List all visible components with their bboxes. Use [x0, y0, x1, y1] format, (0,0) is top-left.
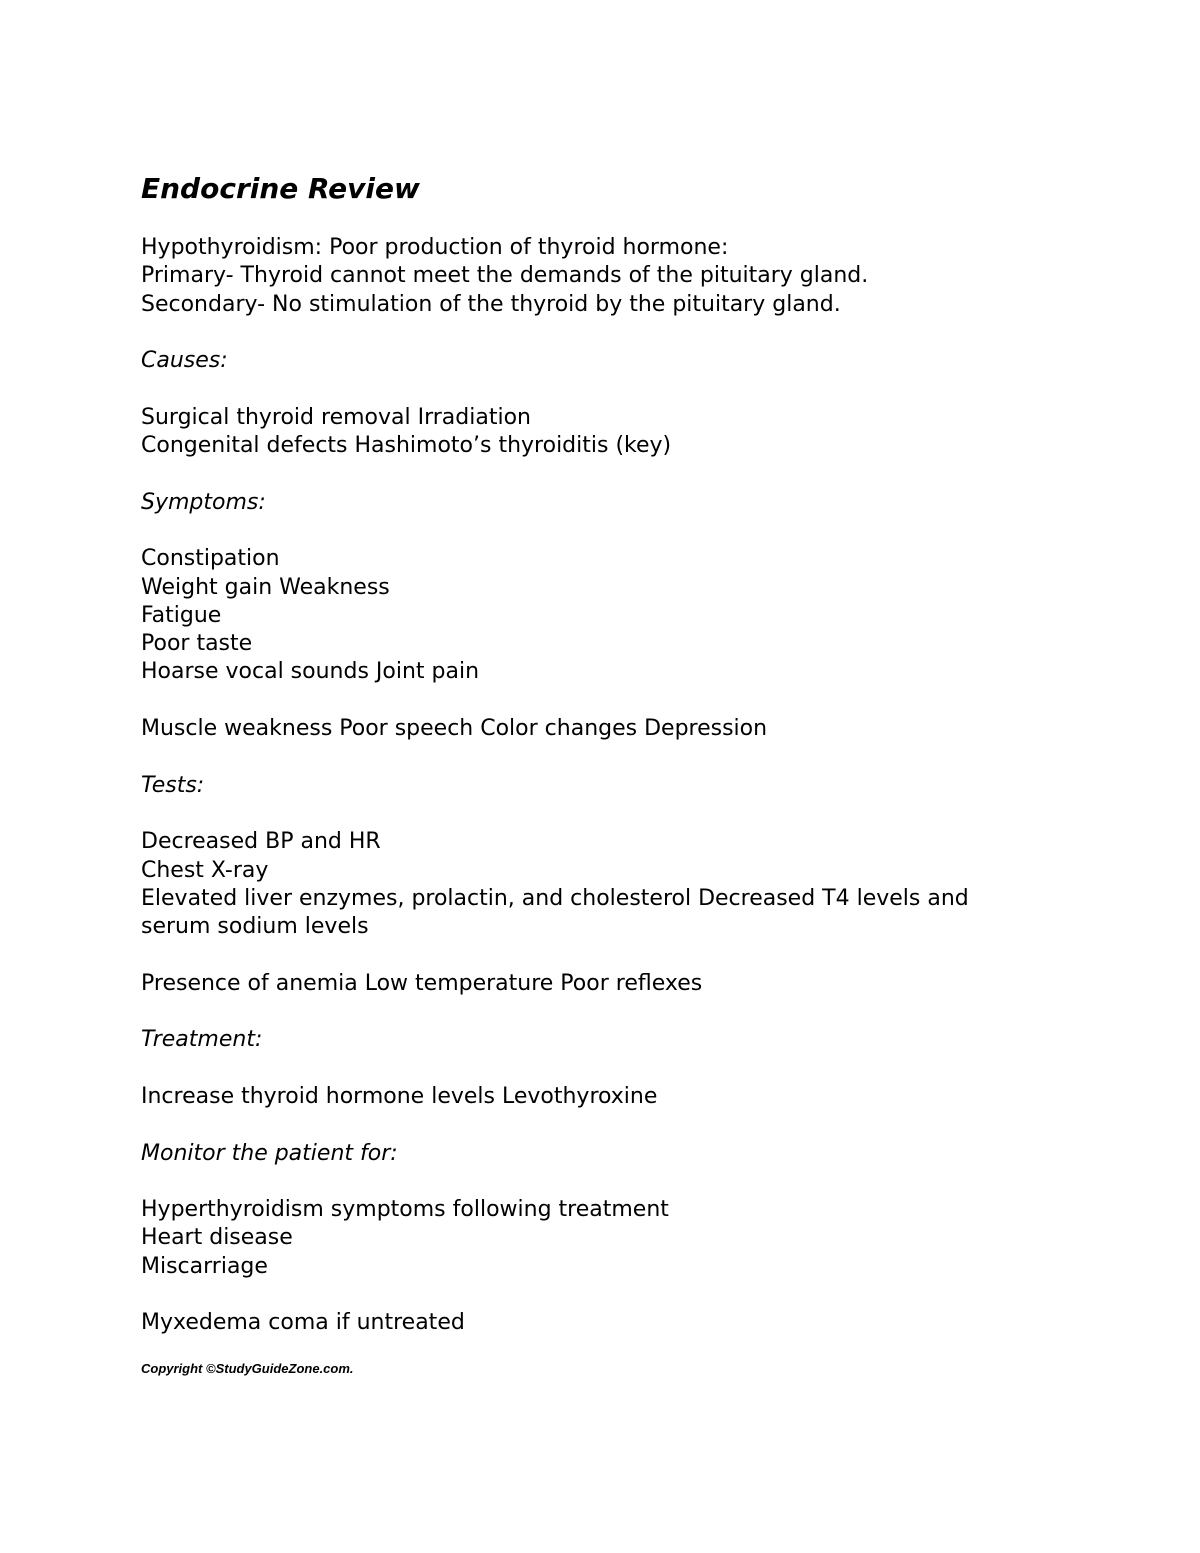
monitor-item-extra: Myxedema coma if untreated: [141, 1310, 465, 1336]
causes-section: [141, 347, 1141, 460]
monitor-item: Hyperthyroidism symptoms following treatment: [141, 1197, 669, 1223]
intro-section: [141, 234, 1141, 319]
monitor-section: [141, 1140, 1141, 1338]
cause-item: Surgical thyroid removal Irradiation: [141, 404, 531, 430]
intro-line: Secondary- No stimulation of the thyroid by the pituitary gland.: [141, 291, 841, 317]
test-item-extra: Presence of anemia Low temperature Poor reflexes: [141, 970, 703, 996]
intro-line: Primary- Thyroid cannot meet the demands of the pituitary gland.: [141, 263, 869, 289]
test-item: Chest X-ray: [141, 857, 269, 883]
symptom-item: Hoarse vocal sounds Joint pain: [141, 659, 480, 685]
test-item: Elevated liver enzymes, prolactin, and cholesterol Decreased T4 levels and serum sodium levels: [141, 885, 969, 940]
document-page: [141, 170, 1141, 1378]
symptom-item: Poor taste: [141, 631, 253, 657]
symptoms-heading: Symptoms:: [141, 489, 266, 515]
intro-line: Hypothyroidism: Poor production of thyroid hormone:: [141, 235, 729, 260]
causes-heading: Causes:: [141, 348, 228, 374]
treatment-heading: Treatment:: [141, 1027, 263, 1053]
tests-section: [141, 772, 1141, 998]
tests-heading: Tests:: [141, 772, 205, 798]
symptom-item: Weight gain Weakness: [141, 574, 390, 600]
copyright-notice: Copyright ©StudyGuideZone.com.: [141, 1360, 354, 1376]
monitor-heading: Monitor the patient for:: [141, 1140, 398, 1166]
test-item: Decreased BP and HR: [141, 829, 381, 855]
monitor-item: Heart disease: [141, 1225, 293, 1251]
treatment-section: [141, 1026, 1141, 1111]
treatment-item: Increase thyroid hormone levels Levothyroxine: [141, 1083, 658, 1109]
symptom-item: Constipation: [141, 546, 280, 572]
symptom-item-extra: Muscle weakness Poor speech Color changes Depression: [141, 716, 768, 742]
monitor-item: Miscarriage: [141, 1253, 268, 1279]
document-title: Endocrine Review: [141, 172, 420, 205]
symptom-item: Fatigue: [141, 602, 222, 628]
cause-item: Congenital defects Hashimoto’s thyroiditis (key): [141, 433, 672, 459]
symptoms-section: [141, 489, 1141, 744]
